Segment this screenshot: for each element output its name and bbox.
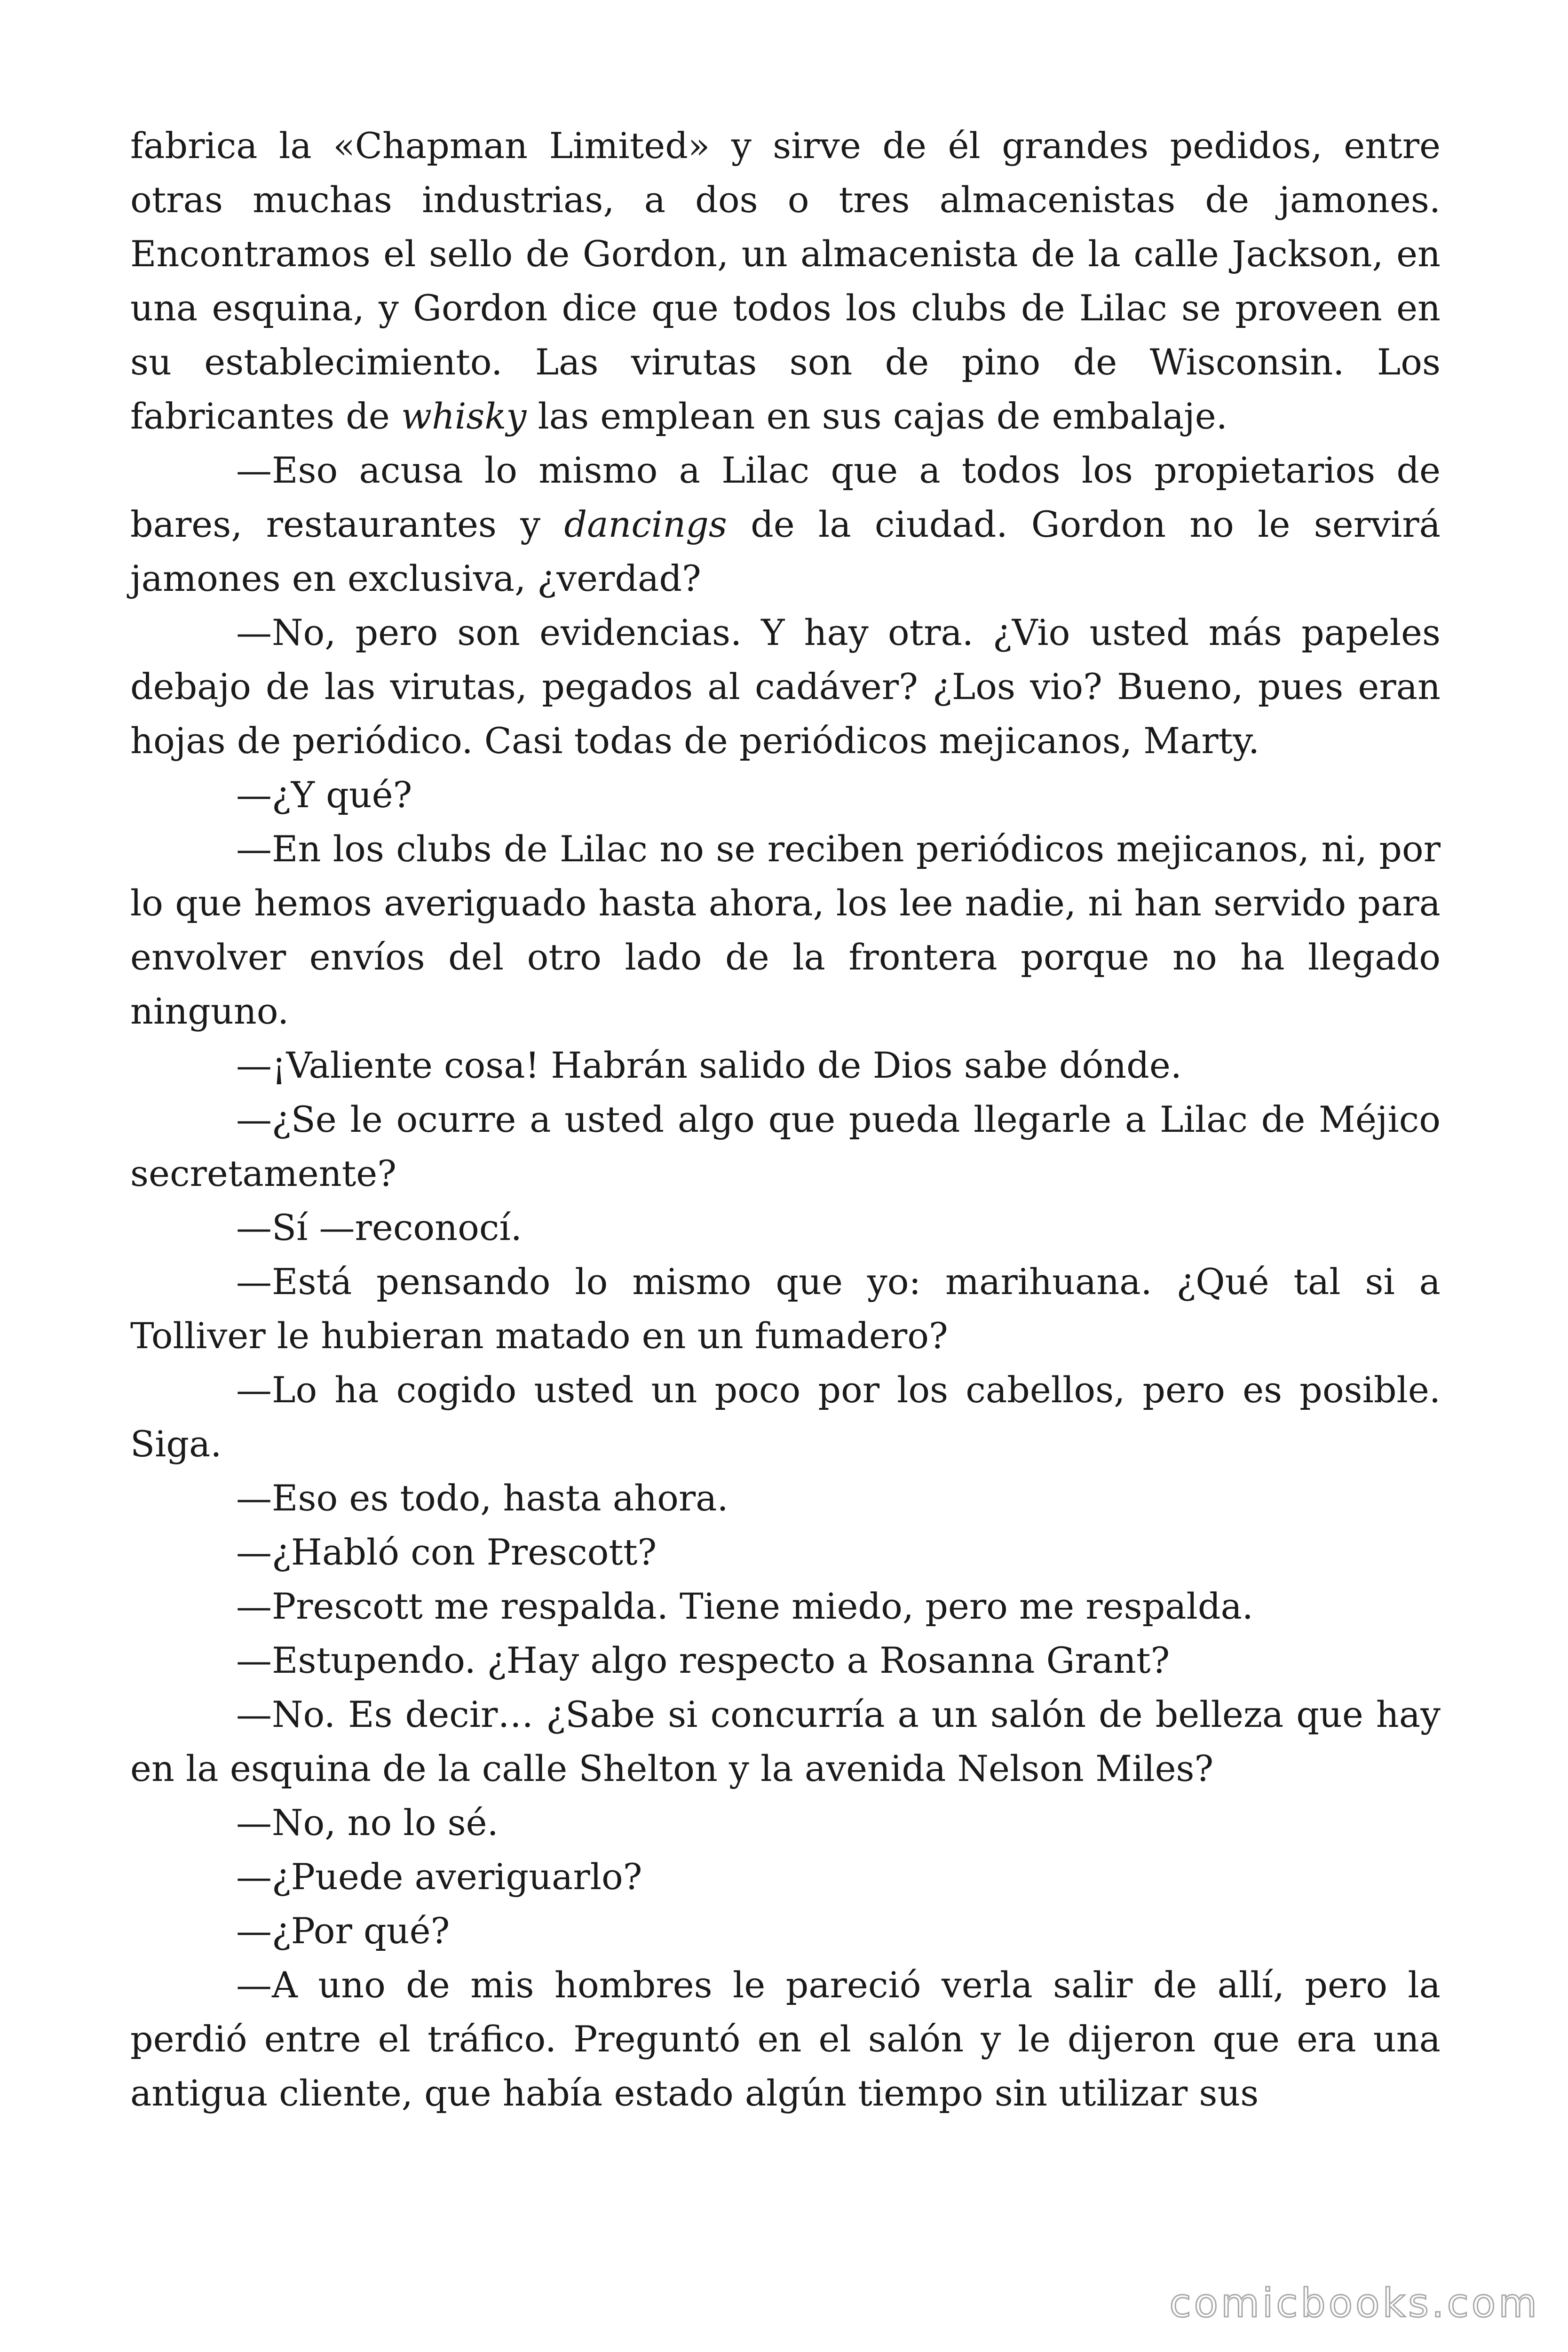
italic-word: dancings xyxy=(564,503,727,545)
paragraph-8: —Sí —reconocí. xyxy=(236,1207,522,1248)
text-run: las emplean en sus cajas de embalaje. xyxy=(526,395,1227,437)
paragraph-16: —No, no lo sé. xyxy=(236,1802,499,1843)
paragraph-19: —A uno de mis hombres le pareció verla salir de allí, pero la perdió entre el tráfico. Preguntó en el salón y le dijeron que era una antigua cliente, que había estado algún tiempo sin utilizar sus xyxy=(130,1964,1441,2114)
paragraph-6: —¡Valiente cosa! Habrán salido de Dios sabe dónde. xyxy=(236,1044,1182,1086)
paragraph-17: —¿Puede averiguarlo? xyxy=(236,1856,642,1898)
italic-word: whisky xyxy=(401,395,527,437)
paragraph-2 xyxy=(130,443,1441,605)
paragraph-18: —¿Por qué? xyxy=(236,1910,450,1952)
paragraph-11: —Eso es todo, hasta ahora. xyxy=(236,1477,729,1519)
paragraph-3: —No, pero son evidencias. Y hay otra. ¿Vio usted más papeles debajo de las virutas, pegados al cadáver? ¿Los vio? Bueno, pues eran hojas de periódico. Casi todas de periódicos mejicanos, Marty. xyxy=(130,612,1441,762)
paragraph-14: —Estupendo. ¿Hay algo respecto a Rosanna Grant? xyxy=(236,1639,1170,1681)
paragraph-15: —No. Es decir… ¿Sabe si concurría a un salón de belleza que hay en la esquina de la calle Shelton y la avenida Nelson Miles? xyxy=(130,1693,1441,1789)
page-body xyxy=(130,119,1441,2120)
text-run: —Eso acusa lo mismo a Lilac que a todos los propietarios de bares, restaurantes y xyxy=(130,449,1441,545)
paragraph-9: —Está pensando lo mismo que yo: marihuana. ¿Qué tal si a Tolliver le hubieran matado en un fumadero? xyxy=(130,1261,1441,1357)
paragraph-5: —En los clubs de Lilac no se reciben periódicos mejicanos, ni, por lo que hemos averiguado hasta ahora, los lee nadie, ni han servido para envolver envíos del otro lado de la frontera porque no ha llegado ninguno. xyxy=(130,828,1441,1032)
paragraph-7: —¿Se le ocurre a usted algo que pueda llegarle a Lilac de Méjico secretamente? xyxy=(130,1098,1441,1194)
watermark: comicbooks.com xyxy=(1169,2280,1540,2326)
paragraph-12: —¿Habló con Prescott? xyxy=(236,1531,657,1573)
paragraph-4: —¿Y qué? xyxy=(236,774,412,816)
paragraph-13: —Prescott me respalda. Tiene miedo, pero me respalda. xyxy=(236,1585,1253,1627)
paragraph-10: —Lo ha cogido usted un poco por los cabellos, pero es posible. Siga. xyxy=(130,1369,1441,1465)
text-run: de la ciudad. Gordon no le servirá jamones en exclusiva, ¿verdad? xyxy=(130,503,1441,599)
text-run: fabrica la «Chapman Limited» y sirve de él grandes pedidos, entre otras muchas industrias, a dos o tres almacenistas de jamones. Encontramos el sello de Gordon, un almacenista de la calle Jackson, en una esquina, y Gordon dice que todos los clubs de Lilac se proveen en su establecimiento. Las virutas son de pino de Wisconsin. Los fabricantes de xyxy=(130,125,1441,437)
paragraph-1 xyxy=(130,119,1441,443)
